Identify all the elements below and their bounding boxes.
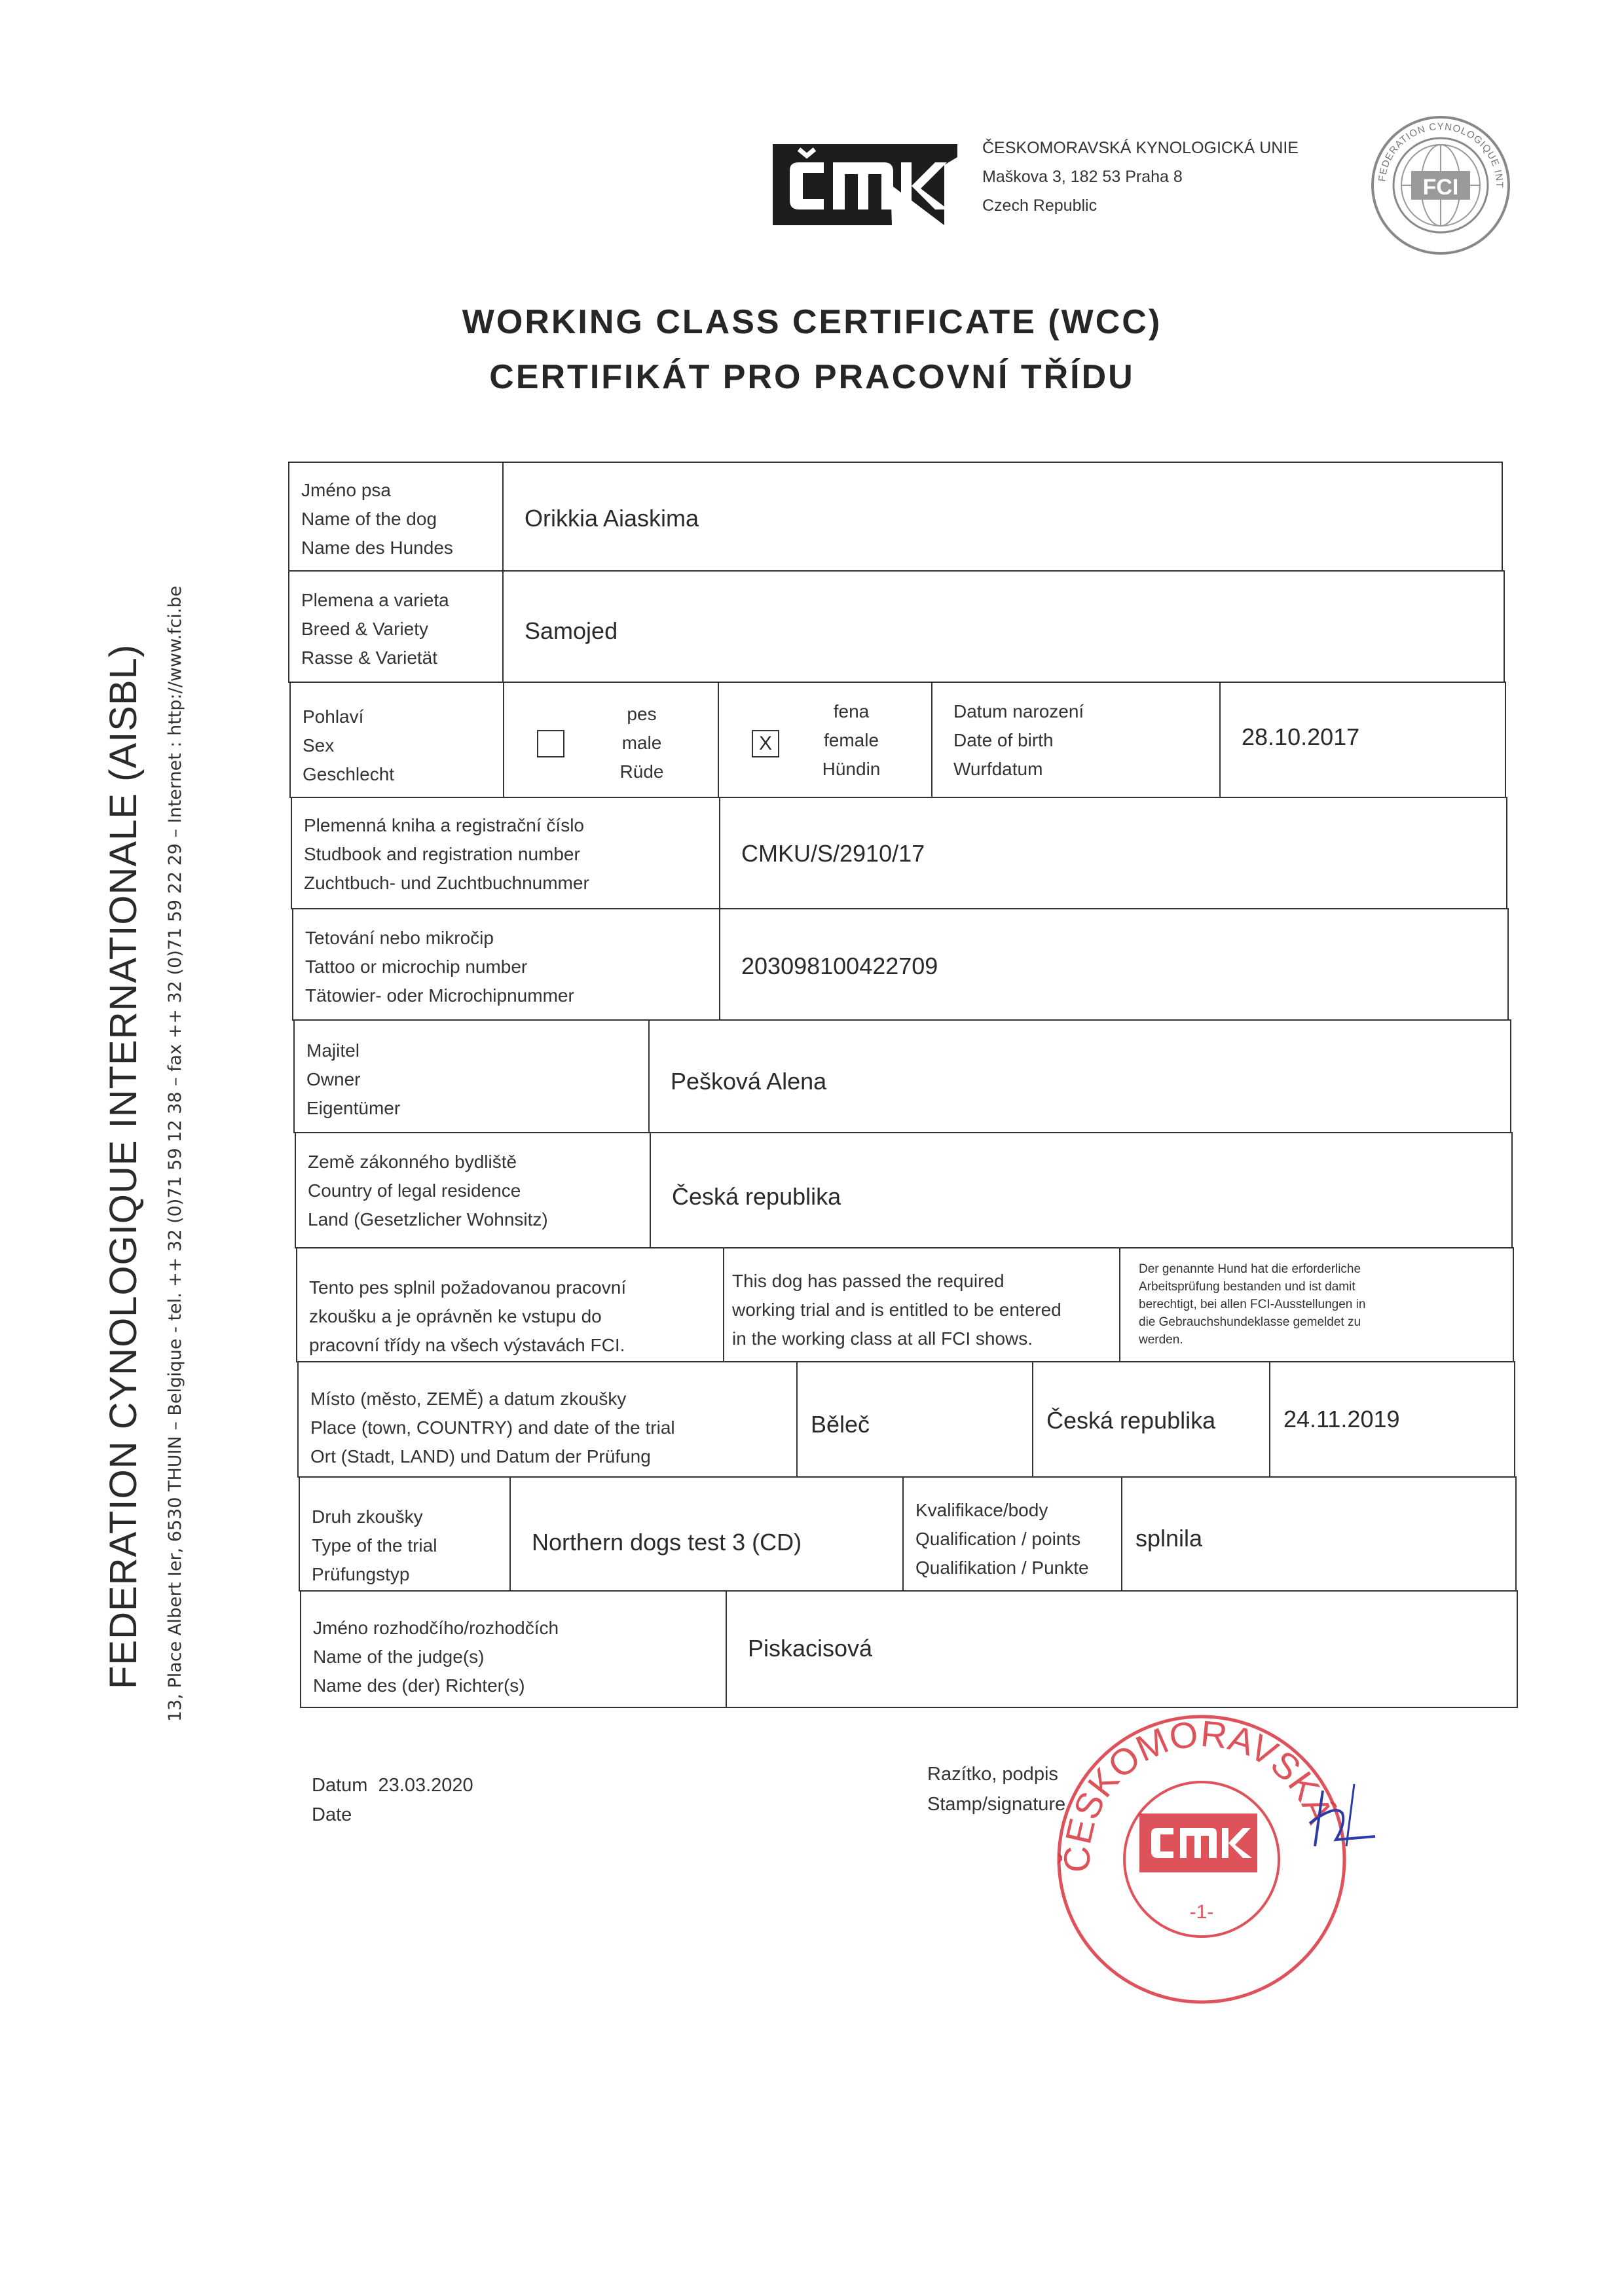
row-trial-place — [297, 1361, 1515, 1478]
statement-de-2: Arbeitsprüfung bestanden und ist damit — [1139, 1280, 1356, 1294]
label-sex-de: Geschlecht — [303, 764, 395, 784]
label-birth-cz: Datum narození — [953, 701, 1084, 721]
row-statement — [296, 1247, 1514, 1362]
statement-de-3: berechtigt, bei allen FCI-Ausstellungen in — [1139, 1298, 1366, 1311]
svg-text:ČESKOMORAVSKÁ KYNOLOGICKÁ UNIE: ČESKOMORAVSKÁ — [1056, 1712, 1342, 1873]
value-residence: Česká republika — [672, 1183, 841, 1210]
fci-vertical-address: 13, Place Albert Ier, 6530 THUIN – Belgique - tel. ++ 32 (0)71 59 12 38 – fax ++ 32 (0)71 59 22 29 – Internet : http://www.fci.be — [165, 585, 185, 1722]
title-line-2: CERTIFIKÁT PRO PRACOVNÍ TŘÍDU — [489, 358, 1135, 396]
label-qualification-cz: Kvalifikace/body — [915, 1500, 1048, 1520]
svg-text:-1-: -1- — [1189, 1901, 1214, 1923]
cmku-logo — [773, 139, 957, 230]
label-judge-en: Name of the judge(s) — [313, 1647, 485, 1667]
value-tattoo: 203098100422709 — [741, 953, 938, 979]
label-dog-name-de: Name des Hundes — [301, 538, 453, 558]
statement-en-1: This dog has passed the required — [732, 1271, 1005, 1291]
svg-text:FEDERATION CYNOLOGIQUE INTERNA: FEDERATION CYNOLOGIQUE INT — [1376, 120, 1505, 189]
label-breed-en: Breed & Variety — [301, 619, 429, 639]
label-male-en: male — [621, 733, 662, 753]
stamp-label-en: Stamp/signature — [927, 1794, 1066, 1815]
label-owner-de: Eigentümer — [306, 1098, 401, 1118]
label-studbook-cz: Plemenná kniha a registrační číslo — [304, 815, 584, 835]
date-value: 23.03.2020 — [378, 1775, 473, 1796]
row-breed — [288, 570, 1505, 683]
label-trial-type-cz: Druh zkoušky — [312, 1506, 423, 1527]
statement-en-3: in the working class at all FCI shows. — [732, 1328, 1033, 1349]
label-sex-en: Sex — [303, 735, 335, 756]
value-trial-country: Česká republika — [1046, 1407, 1216, 1434]
label-trial-place-de: Ort (Stadt, LAND) und Datum der Prüfung — [310, 1446, 651, 1467]
value-trial-town: Běleč — [811, 1411, 870, 1438]
label-tattoo-cz: Tetování nebo mikročip — [305, 928, 494, 948]
svg-text:FCI: FCI — [1422, 175, 1459, 200]
handwritten-signature — [1297, 1777, 1388, 1856]
statement-en-2: working trial and is entitled to be entered — [732, 1300, 1061, 1320]
sex-male-cell — [503, 683, 718, 797]
footer-date — [312, 1771, 473, 1800]
label-residence-de: Land (Gesetzlicher Wohnsitz) — [308, 1209, 548, 1230]
label-male-cz: pes — [627, 704, 657, 724]
statement-de-5: werden. — [1139, 1333, 1183, 1347]
label-studbook-de: Zuchtbuch- und Zuchtbuchnummer — [304, 873, 589, 893]
value-judge: Piskacisová — [748, 1635, 873, 1662]
label-dog-name-en: Name of the dog — [301, 509, 437, 529]
row-studbook — [291, 797, 1507, 909]
row-sex-birth — [289, 682, 1506, 798]
fci-logo — [1365, 115, 1516, 255]
statement-cz-3: pracovní třídy na všech výstavách FCI. — [309, 1335, 625, 1355]
statement-de-4: die Gebrauchshundeklasse gemeldet zu — [1139, 1315, 1361, 1329]
value-qualification: splnila — [1135, 1525, 1203, 1552]
label-trial-place-en: Place (town, COUNTRY) and date of the trial — [310, 1417, 675, 1438]
value-studbook: CMKU/S/2910/17 — [741, 840, 925, 867]
stamp-label-cz: Razítko, podpis — [927, 1764, 1058, 1785]
label-trial-type-en: Type of the trial — [312, 1535, 437, 1556]
birth-label-cell — [931, 683, 1219, 797]
label-judge-de: Name des (der) Richter(s) — [313, 1675, 525, 1696]
label-breed-de: Rasse & Varietät — [301, 647, 438, 668]
row-residence — [295, 1132, 1513, 1248]
label-female-de: Hündin — [822, 759, 881, 779]
label-owner-cz: Majitel — [306, 1040, 360, 1061]
male-checkbox[interactable] — [537, 730, 564, 757]
label-female-cz: fena — [833, 701, 870, 721]
label-tattoo-de: Tätowier- oder Microchipnummer — [305, 985, 574, 1006]
org-name: ČESKOMORAVSKÁ KYNOLOGICKÁ UNIE — [982, 139, 1299, 157]
row-dog-name — [288, 462, 1503, 572]
female-checkbox[interactable]: X — [752, 730, 779, 757]
fci-vertical-name: FEDERATION CYNOLOGIQUE INTERNATIONALE (AISBL) — [102, 644, 145, 1689]
official-stamp — [1051, 1709, 1352, 2010]
row-owner — [293, 1019, 1511, 1133]
label-owner-en: Owner — [306, 1069, 361, 1089]
label-female-en: female — [823, 730, 879, 750]
label-judge-cz: Jméno rozhodčího/rozhodčích — [313, 1618, 559, 1638]
value-birth: 28.10.2017 — [1242, 723, 1360, 750]
label-studbook-en: Studbook and registration number — [304, 844, 580, 864]
label-birth-de: Wurfdatum — [953, 759, 1043, 779]
org-address: Maškova 3, 182 53 Praha 8 — [982, 168, 1183, 186]
value-dog-name: Orikkia Aiaskima — [525, 505, 699, 532]
date-label-en: Date — [312, 1804, 352, 1825]
label-residence-en: Country of legal residence — [308, 1180, 521, 1201]
statement-cz-1: Tento pes splnil požadovanou pracovní — [309, 1277, 627, 1298]
row-trial-type — [299, 1476, 1517, 1592]
label-qualification-de: Qualifikation / Punkte — [915, 1558, 1089, 1578]
label-male-de: Rüde — [619, 761, 664, 782]
label-trial-place-cz: Místo (město, ZEMĚ) a datum zkoušky — [310, 1389, 627, 1409]
statement-cz-2: zkoušku a je oprávněn ke vstupu do — [309, 1306, 602, 1326]
value-trial-date: 24.11.2019 — [1283, 1406, 1400, 1432]
row-judge — [300, 1590, 1518, 1708]
label-birth-en: Date of birth — [953, 730, 1054, 750]
statement-de-1: Der genannte Hund hat die erforderliche — [1139, 1262, 1361, 1276]
date-label-cz: Datum — [312, 1775, 368, 1796]
label-qualification-en: Qualification / points — [915, 1529, 1081, 1549]
value-breed: Samojed — [525, 617, 618, 644]
sex-female-cell — [718, 683, 931, 797]
label-tattoo-en: Tattoo or microchip number — [305, 957, 528, 977]
org-country: Czech Republic — [982, 196, 1098, 215]
row-tattoo — [292, 908, 1509, 1021]
title-line-1: WORKING CLASS CERTIFICATE (WCC) — [462, 303, 1162, 341]
label-residence-cz: Země zákonného bydliště — [308, 1152, 517, 1172]
value-owner: Pešková Alena — [671, 1068, 827, 1095]
label-breed-cz: Plemena a varieta — [301, 590, 449, 610]
label-sex-cz: Pohlaví — [303, 706, 364, 727]
label-trial-type-de: Prüfungstyp — [312, 1564, 410, 1584]
label-dog-name-cz: Jméno psa — [301, 480, 391, 500]
value-trial-type: Northern dogs test 3 (CD) — [532, 1529, 802, 1556]
